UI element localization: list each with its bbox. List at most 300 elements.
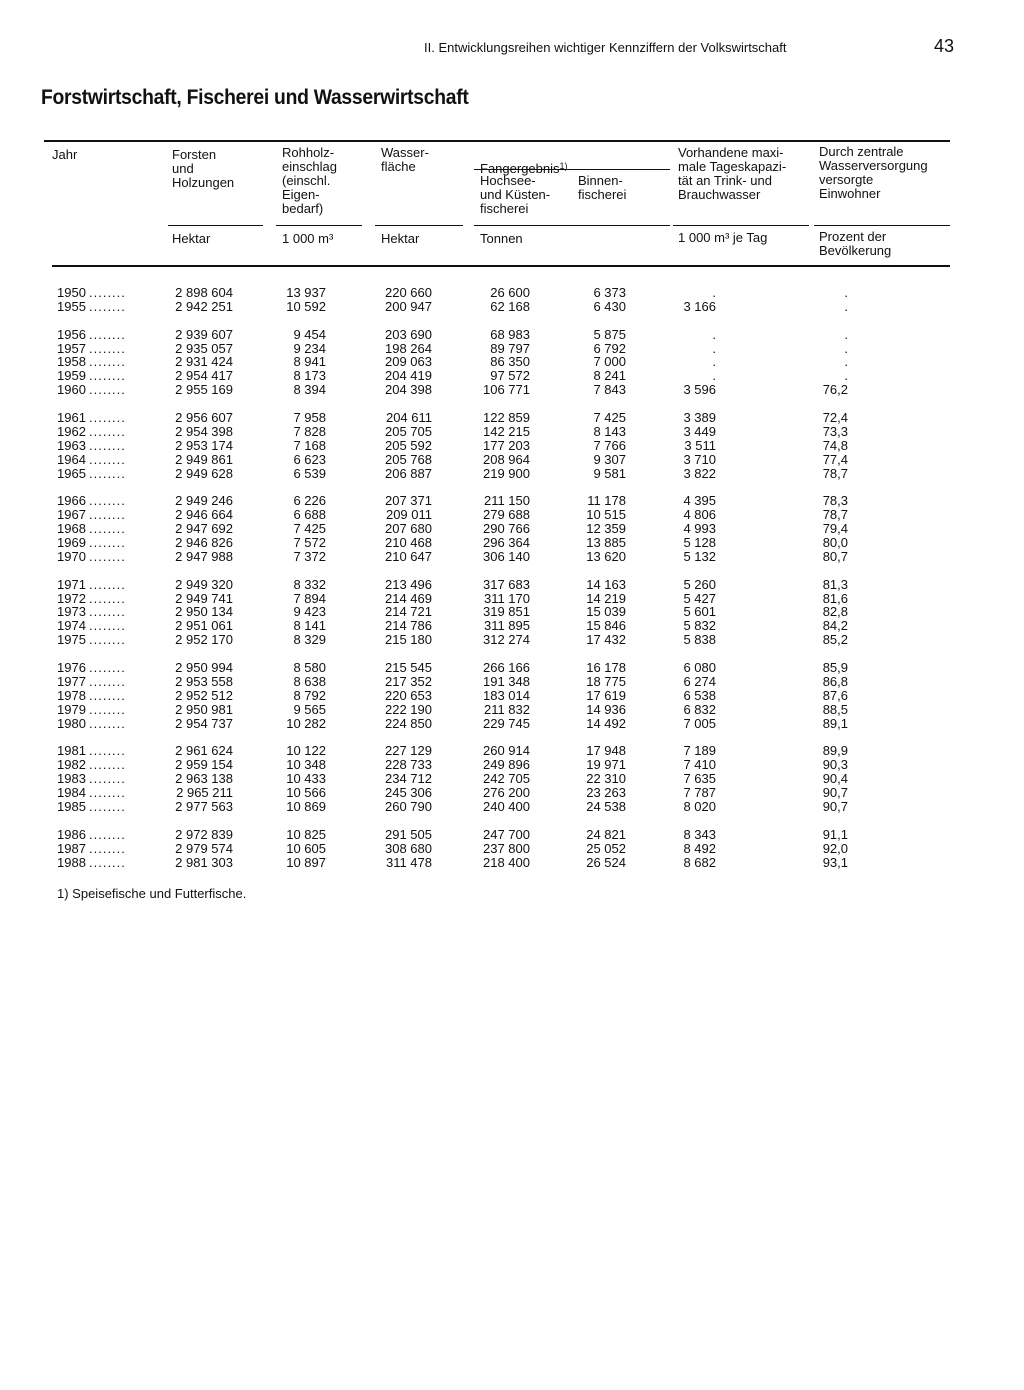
versorgte-cell: 78,3 (822, 493, 848, 509)
binnen-cell: 12 359 (586, 521, 626, 537)
year-cell: 1964 (57, 451, 86, 467)
hochsee-cell: 249 896 (483, 757, 530, 773)
table-row (0, 619, 1024, 633)
rohholz-cell: 10 348 (286, 757, 326, 773)
forsten-cell: 2 950 994 (175, 660, 233, 676)
forsten-cell: 2 952 170 (175, 632, 233, 648)
unit-hektar-wasser: Hektar (381, 231, 420, 246)
kapazitaet-cell: 3 822 (683, 465, 716, 481)
binnen-cell: 24 821 (586, 826, 626, 842)
wasserflaeche-cell: 209 063 (385, 354, 432, 370)
rohholz-cell: 7 425 (293, 521, 326, 537)
hochsee-cell: 122 859 (483, 410, 530, 426)
binnen-cell: 7 843 (593, 382, 626, 398)
hochsee-cell: 240 400 (483, 798, 530, 814)
forsten-cell: 2 950 134 (175, 604, 233, 620)
year-cell: 1961 (57, 410, 86, 426)
versorgte-cell: 90,7 (822, 798, 848, 814)
wasserflaeche-cell: 214 786 (385, 618, 432, 634)
leader-dots: ........ (89, 548, 126, 564)
rohholz-cell: 10 825 (286, 826, 326, 842)
year-cell: 1960 (57, 382, 86, 398)
table-row (0, 758, 1024, 772)
hochsee-cell: 312 274 (483, 632, 530, 648)
kapazitaet-cell: 3 710 (683, 451, 716, 467)
rohholz-cell: 7 168 (293, 437, 326, 453)
year-cell: 1963 (57, 437, 86, 453)
kapazitaet-cell: 6 274 (683, 673, 716, 689)
forsten-cell: 2 949 320 (175, 576, 233, 592)
wasserflaeche-cell: 210 647 (385, 548, 432, 564)
table-row (0, 425, 1024, 439)
binnen-cell: 15 039 (586, 604, 626, 620)
forsten-cell: 2 959 154 (175, 757, 233, 773)
hochsee-cell: 219 900 (483, 465, 530, 481)
forsten-cell: 2 935 057 (175, 340, 233, 356)
forsten-cell: 2 954 737 (175, 715, 233, 731)
wasserflaeche-cell: 215 545 (385, 660, 432, 676)
hochsee-cell: 191 348 (483, 673, 530, 689)
unit-tonnen: Tonnen (480, 231, 523, 246)
year-cell: 1988 (57, 854, 86, 870)
hochsee-cell: 62 168 (490, 298, 530, 314)
binnen-cell: 11 178 (587, 493, 626, 509)
kapazitaet-cell: 5 128 (683, 535, 716, 551)
hochsee-cell: 211 150 (483, 493, 530, 509)
header-forsten: Forsten und Holzungen (172, 147, 235, 190)
kapazitaet-cell: 5 260 (683, 576, 716, 592)
versorgte-cell: 89,1 (822, 715, 848, 731)
forsten-cell: 2 981 303 (175, 854, 233, 870)
running-head: II. Entwicklungsreihen wichtiger Kennziffern der Volkswirtschaft (424, 40, 787, 55)
year-cell: 1987 (57, 840, 86, 856)
wasserflaeche-cell: 198 264 (385, 340, 432, 356)
binnen-cell: 8 143 (593, 423, 626, 439)
unit-prozent: Prozent der Bevölkerung (819, 229, 892, 258)
kapazitaet-cell: . (712, 340, 716, 356)
versorgte-cell: 84,2 (822, 618, 848, 634)
wasserflaeche-cell: 207 371 (385, 493, 432, 509)
hochsee-cell: 26 600 (490, 285, 530, 300)
page-number: 43 (934, 36, 955, 56)
year-cell: 1971 (57, 576, 86, 592)
footnote-mark: 1) (559, 161, 568, 171)
versorgte-cell: . (844, 298, 848, 314)
wasserflaeche-cell: 220 653 (385, 687, 432, 703)
kapazitaet-cell: 5 132 (683, 548, 716, 564)
hochsee-cell: 106 771 (483, 382, 530, 398)
binnen-cell: 15 846 (586, 618, 626, 634)
leader-dots: ........ (89, 687, 126, 703)
binnen-cell: 14 936 (586, 701, 626, 717)
wasserflaeche-cell: 204 398 (385, 382, 432, 398)
rohholz-cell: 6 688 (293, 507, 326, 523)
units-rule-forsten (168, 225, 263, 226)
leader-dots: ........ (89, 771, 126, 787)
wasserflaeche-cell: 234 712 (385, 771, 432, 787)
leader-dots: ........ (89, 590, 126, 606)
rohholz-cell: 8 329 (293, 632, 326, 648)
forsten-cell: 2 953 174 (175, 437, 233, 453)
versorgte-cell: 82,8 (822, 604, 848, 620)
forsten-cell: 2 946 664 (175, 507, 233, 523)
kapazitaet-cell: 6 080 (683, 660, 716, 676)
rohholz-cell: 7 828 (293, 423, 326, 439)
leader-dots: ........ (89, 535, 126, 551)
units-rule-versorgte (814, 225, 950, 226)
unit-rohholz: 1 000 m³ (282, 231, 334, 246)
forsten-cell: 2 949 861 (175, 451, 233, 467)
kapazitaet-cell: 4 395 (683, 493, 716, 509)
header-binnen: Binnen- fischerei (578, 173, 627, 202)
binnen-cell: 17 432 (586, 632, 626, 648)
year-cell: 1980 (57, 715, 86, 731)
versorgte-cell: 77,4 (822, 451, 848, 467)
rohholz-cell: 10 122 (286, 743, 326, 759)
year-cell: 1978 (57, 687, 86, 703)
versorgte-cell: 90,7 (822, 785, 848, 801)
leader-dots: ........ (89, 423, 126, 439)
rohholz-cell: 8 580 (293, 660, 326, 676)
hochsee-cell: 183 014 (483, 687, 530, 703)
wasserflaeche-cell: 203 690 (385, 326, 432, 342)
leader-dots: ........ (89, 521, 126, 537)
units-rule-rohholz (276, 225, 362, 226)
hochsee-cell: 68 983 (490, 326, 530, 342)
table-row (0, 300, 1024, 314)
leader-dots: ........ (89, 660, 126, 676)
kapazitaet-cell: 4 806 (683, 507, 716, 523)
leader-dots: ........ (89, 451, 126, 467)
versorgte-cell: 89,9 (822, 743, 848, 759)
table-row (0, 550, 1024, 564)
header-wasserflaeche: Wasser- fläche (381, 145, 429, 174)
wasserflaeche-cell: 210 468 (385, 535, 432, 551)
binnen-cell: 13 620 (586, 548, 626, 564)
year-cell: 1974 (57, 618, 86, 634)
forsten-cell: 2 939 607 (175, 326, 233, 342)
year-cell: 1977 (57, 673, 86, 689)
units-rule-kapazitaet (673, 225, 809, 226)
binnen-cell: 18 775 (586, 673, 626, 689)
binnen-cell: 5 875 (593, 326, 626, 342)
forsten-cell: 2 953 558 (175, 673, 233, 689)
kapazitaet-cell: 8 343 (683, 826, 716, 842)
binnen-cell: 23 263 (586, 785, 626, 801)
year-cell: 1966 (57, 493, 86, 509)
header-kapazitaet: Vorhandene maxi- male Tageskapazi- tät an Trink- und Brauchwasser (678, 145, 787, 202)
versorgte-cell: 81,6 (822, 590, 848, 606)
hochsee-cell: 311 170 (483, 590, 530, 606)
table-row (0, 592, 1024, 606)
hochsee-cell: 311 895 (483, 618, 530, 634)
wasserflaeche-cell: 205 705 (385, 423, 432, 439)
table-row (0, 786, 1024, 800)
forsten-cell: 2 949 741 (175, 590, 233, 606)
rohholz-cell: 10 869 (286, 798, 326, 814)
table-row (0, 605, 1024, 619)
forsten-cell: 2 972 839 (175, 826, 233, 842)
kapazitaet-cell: 7 635 (683, 771, 716, 787)
leader-dots: ........ (89, 715, 126, 731)
table-row (0, 286, 1024, 300)
rohholz-cell: 7 572 (293, 535, 326, 551)
year-cell: 1958 (57, 354, 86, 370)
kapazitaet-cell: 7 787 (683, 785, 716, 801)
forsten-cell: 2 963 138 (175, 771, 233, 787)
binnen-cell: 9 581 (593, 465, 626, 481)
versorgte-cell: 76,2 (822, 382, 848, 398)
rohholz-cell: 10 605 (286, 840, 326, 856)
kapazitaet-cell: . (712, 354, 716, 370)
forsten-cell: 2 961 624 (175, 743, 233, 759)
binnen-cell: 6 430 (593, 298, 626, 314)
kapazitaet-cell: 8 492 (683, 840, 716, 856)
table-row (0, 717, 1024, 731)
footnote: 1) Speisefische und Futterfische. (57, 886, 247, 901)
header-fangergebnis (480, 145, 568, 176)
binnen-cell: 7 766 (593, 437, 626, 453)
wasserflaeche-cell: 213 496 (385, 576, 432, 592)
binnen-cell: 6 792 (593, 340, 626, 356)
wasserflaeche-cell: 205 768 (385, 451, 432, 467)
hochsee-cell: 97 572 (490, 368, 530, 384)
table-row (0, 675, 1024, 689)
binnen-cell: 14 163 (586, 576, 626, 592)
leader-dots: ........ (89, 743, 126, 759)
binnen-cell: 7 000 (593, 354, 626, 370)
year-cell: 1969 (57, 535, 86, 551)
rohholz-cell: 9 454 (293, 326, 326, 342)
versorgte-cell: 91,1 (822, 826, 848, 842)
table-row (0, 772, 1024, 786)
table-top-rule (44, 140, 950, 142)
wasserflaeche-cell: 260 790 (385, 798, 432, 814)
binnen-cell: 17 619 (586, 687, 626, 703)
table-body (0, 286, 1024, 869)
binnen-cell: 7 425 (593, 410, 626, 426)
binnen-cell: 14 492 (586, 715, 626, 731)
hochsee-cell: 317 683 (483, 576, 530, 592)
versorgte-cell: . (844, 340, 848, 356)
table-row (0, 828, 1024, 842)
table-row (0, 342, 1024, 356)
table-row (0, 522, 1024, 536)
year-cell: 1982 (57, 757, 86, 773)
rohholz-cell: 8 332 (293, 576, 326, 592)
year-cell: 1979 (57, 701, 86, 717)
wasserflaeche-cell: 217 352 (385, 673, 432, 689)
wasserflaeche-cell: 209 011 (385, 507, 432, 523)
kapazitaet-cell: 3 511 (684, 437, 716, 453)
forsten-cell: 2 952 512 (175, 687, 233, 703)
binnen-cell: 14 219 (586, 590, 626, 606)
kapazitaet-cell: 5 838 (683, 632, 716, 648)
forsten-cell: 2 931 424 (175, 354, 233, 370)
leader-dots: ........ (89, 604, 126, 620)
rohholz-cell: 8 941 (293, 354, 326, 370)
table-row (0, 661, 1024, 675)
hochsee-cell: 208 964 (483, 451, 530, 467)
versorgte-cell: 80,7 (822, 548, 848, 564)
binnen-cell: 25 052 (586, 840, 626, 856)
hochsee-cell: 211 832 (483, 701, 530, 717)
year-cell: 1957 (57, 340, 86, 356)
rohholz-cell: 8 394 (293, 382, 326, 398)
leader-dots: ........ (89, 298, 126, 314)
header-rohholz: Rohholz- einschlag (einschl. Eigen- bedarf) (282, 145, 337, 216)
wasserflaeche-cell: 214 721 (385, 604, 432, 620)
table-row (0, 453, 1024, 467)
leader-dots: ........ (89, 576, 126, 592)
unit-kapazitaet: 1 000 m³ je Tag (678, 230, 768, 245)
wasserflaeche-cell: 224 850 (385, 715, 432, 731)
year-cell: 1972 (57, 590, 86, 606)
forsten-cell: 2 947 988 (175, 548, 233, 564)
binnen-cell: 9 307 (593, 451, 626, 467)
forsten-cell: 2 898 604 (175, 285, 233, 300)
hochsee-cell: 177 203 (483, 437, 530, 453)
rohholz-cell: 6 623 (293, 451, 326, 467)
year-cell: 1984 (57, 785, 86, 801)
hochsee-cell: 276 200 (483, 785, 530, 801)
table-row (0, 703, 1024, 717)
table-row (0, 856, 1024, 870)
table-header-bottom-rule (52, 265, 950, 267)
rohholz-cell: 9 565 (293, 701, 326, 717)
wasserflaeche-cell: 245 306 (385, 785, 432, 801)
rohholz-cell: 8 141 (293, 618, 326, 634)
rohholz-cell: 9 234 (293, 340, 326, 356)
forsten-cell: 2 942 251 (175, 298, 233, 314)
year-cell: 1967 (57, 507, 86, 523)
kapazitaet-cell: 3 449 (683, 423, 716, 439)
table-row (0, 494, 1024, 508)
versorgte-cell: 93,1 (822, 854, 848, 870)
versorgte-cell: 85,2 (822, 632, 848, 648)
leader-dots: ........ (89, 673, 126, 689)
year-cell: 1985 (57, 798, 86, 814)
hochsee-cell: 247 700 (483, 826, 530, 842)
table-row (0, 328, 1024, 342)
leader-dots: ........ (89, 340, 126, 356)
wasserflaeche-cell: 206 887 (385, 465, 432, 481)
kapazitaet-cell: 3 166 (683, 298, 716, 314)
rohholz-cell: 6 539 (293, 465, 326, 481)
wasserflaeche-cell: 204 419 (385, 368, 432, 384)
year-cell: 1976 (57, 660, 86, 676)
versorgte-cell: 79,4 (822, 521, 848, 537)
versorgte-cell: 73,3 (822, 423, 848, 439)
kapazitaet-cell: 7 189 (683, 743, 716, 759)
year-cell: 1956 (57, 326, 86, 342)
versorgte-cell: 90,4 (822, 771, 848, 787)
rohholz-cell: 13 937 (286, 285, 326, 300)
versorgte-cell: . (844, 368, 848, 384)
forsten-cell: 2 954 398 (175, 423, 233, 439)
fang-sub-rule (474, 169, 670, 170)
rohholz-cell: 7 372 (293, 548, 326, 564)
leader-dots: ........ (89, 826, 126, 842)
header-fangergebnis-label: Fangergebnis (480, 161, 560, 176)
wasserflaeche-cell: 207 680 (385, 521, 432, 537)
kapazitaet-cell: 7 005 (683, 715, 716, 731)
leader-dots: ........ (89, 854, 126, 870)
rohholz-cell: 8 173 (293, 368, 326, 384)
year-cell: 1950 (57, 285, 86, 300)
rohholz-cell: 7 958 (293, 410, 326, 426)
versorgte-cell: 90,3 (822, 757, 848, 773)
header-jahr: Jahr (52, 147, 78, 162)
hochsee-cell: 279 688 (483, 507, 530, 523)
forsten-cell: 2 951 061 (175, 618, 233, 634)
versorgte-cell: . (844, 326, 848, 342)
forsten-cell: 2 946 826 (175, 535, 233, 551)
kapazitaet-cell: 3 596 (683, 382, 716, 398)
binnen-cell: 26 524 (586, 854, 626, 870)
binnen-cell: 10 515 (586, 507, 626, 523)
leader-dots: ........ (89, 507, 126, 523)
rohholz-cell: 7 894 (293, 590, 326, 606)
binnen-cell: 17 948 (586, 743, 626, 759)
table-row (0, 439, 1024, 453)
forsten-cell: 2 950 981 (175, 701, 233, 717)
hochsee-cell: 237 800 (483, 840, 530, 856)
hochsee-cell: 86 350 (490, 354, 530, 370)
rohholz-cell: 8 792 (293, 687, 326, 703)
year-cell: 1962 (57, 423, 86, 439)
header-hochsee: Hochsee- und Küsten- fischerei (480, 173, 551, 216)
binnen-cell: 13 885 (586, 535, 626, 551)
wasserflaeche-cell: 222 190 (385, 701, 432, 717)
forsten-cell: 2 949 628 (175, 465, 233, 481)
table-row (0, 536, 1024, 550)
leader-dots: ........ (89, 701, 126, 717)
versorgte-cell: 78,7 (822, 465, 848, 481)
year-cell: 1970 (57, 548, 86, 564)
year-cell: 1973 (57, 604, 86, 620)
versorgte-cell: 78,7 (822, 507, 848, 523)
table-row (0, 467, 1024, 481)
rohholz-cell: 10 592 (286, 298, 326, 314)
hochsee-cell: 89 797 (490, 340, 530, 356)
kapazitaet-cell: . (712, 368, 716, 384)
wasserflaeche-cell: 308 680 (385, 840, 432, 856)
forsten-cell: 2 949 246 (175, 493, 233, 509)
leader-dots: ........ (89, 285, 126, 300)
binnen-cell: 19 971 (586, 757, 626, 773)
wasserflaeche-cell: 311 478 (385, 854, 432, 870)
versorgte-cell: 74,8 (822, 437, 848, 453)
leader-dots: ........ (89, 632, 126, 648)
versorgte-cell: 81,3 (822, 576, 848, 592)
kapazitaet-cell: 5 427 (683, 590, 716, 606)
rohholz-cell: 9 423 (293, 604, 326, 620)
rohholz-cell: 10 433 (286, 771, 326, 787)
year-cell: 1965 (57, 465, 86, 481)
hochsee-cell: 296 364 (483, 535, 530, 551)
table-row (0, 369, 1024, 383)
year-cell: 1983 (57, 771, 86, 787)
forsten-cell: 2 965 211 (176, 785, 233, 801)
versorgte-cell: 92,0 (822, 840, 848, 856)
leader-dots: ........ (89, 410, 126, 426)
table-row (0, 633, 1024, 647)
binnen-cell: 16 178 (586, 660, 626, 676)
hochsee-cell: 260 914 (483, 743, 530, 759)
leader-dots: ........ (89, 465, 126, 481)
rohholz-cell: 10 282 (286, 715, 326, 731)
